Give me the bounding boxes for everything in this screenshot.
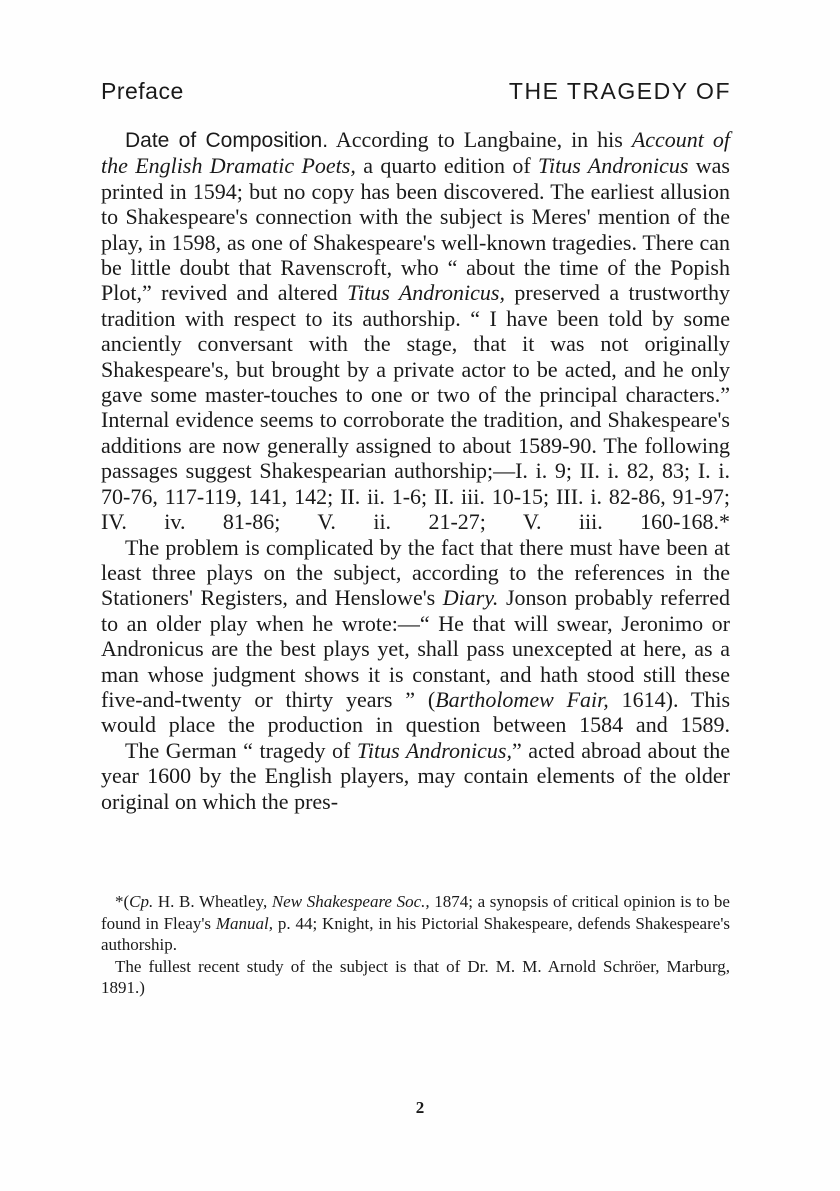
text-segment: According to Langbaine, in his — [328, 127, 632, 152]
main-text — [101, 127, 730, 814]
text-segment: The problem is complicated by the fact that there must have been at least three plays on the subject, according to the references in the Stationers' Registers, and Henslowe's — [101, 534, 730, 611]
text-segment: Jonson probably referred to an older play when he wrote:—“ He that will swear, Jeronimo or Andronicus are the best plays yet, shall pass unexcepted at here, as a man whose judgment shows it is constant, and hath stood still these five-and-twenty or thirty years ” ( — [101, 585, 730, 712]
text-segment: p. 44; Knight, in his Pictorial Shakespeare, defends Shakespeare's authorship. — [101, 913, 730, 955]
text-segment: 1874; a synopsis of critical opinion is to be found in Fleay's — [101, 892, 730, 933]
text-segment: a quarto edition of — [355, 153, 539, 179]
section-heading: Date of Composition. — [125, 129, 329, 152]
text-segment: preserved a trustworthy tradition with respect to its authorship. “ I have been told by some anciently conversant with the stage, that it was not originally Shakespeare's, but brought by a private actor to be acted, and he only gave some master-touches to one or two of the principal characters.” Internal evidence seems to corroborate the tradition, and Shakespeare's additions are now generally assigned to about 1589-90. The following passages suggest Shakespearian authorship;—I. i. 9; II. i. 82, 83; I. i. 70-76, 117-119, 141, 142; II. ii. 1-6; II. iii. 10-15; III. i. 82-86, 91-97; IV. iv. 81-86; V. ii. 21-27; V. iii. 160-168.* — [101, 280, 730, 535]
italic-title: Account of the English Dramatic Poets, — [101, 127, 730, 179]
text-segment: was printed in 1594; but no copy has been discovered. The earliest allusion to Shakespeare's connection with the subject is Meres' mention of the play, in 1598, as one of Shakespeare's well-known tragedies. There can be little doubt that Ravenscroft, who “ about the time of the Popish Plot,” revived and altered — [101, 153, 730, 306]
text-segment: The German “ tragedy of — [125, 737, 357, 763]
header-book-title: THE TRAGEDY OF — [508, 78, 731, 104]
footnote-schroer — [101, 956, 730, 999]
paragraph-german-tragedy — [101, 738, 730, 814]
italic-title: Titus Andronicus — [538, 153, 689, 179]
paragraph-date-of-composition — [101, 127, 730, 535]
page-number: 2 — [415, 1098, 425, 1117]
text-segment: 1614). This would place the production in question between 1584 and 1589. — [101, 686, 731, 738]
paragraph-problem — [101, 535, 730, 738]
running-header — [101, 78, 731, 110]
italic-title: New Shakespeare Soc., — [271, 892, 430, 911]
text-segment: The fullest recent study of the subject is that of Dr. M. M. Arnold Schröer, Marburg, 1891.) — [101, 956, 730, 998]
text-segment: H. B. Wheatley, — [153, 892, 272, 911]
italic-title: Manual, — [215, 913, 274, 933]
italic-title: Diary. — [442, 585, 499, 611]
italic-title: Titus Andronicus, — [347, 280, 505, 306]
italic-title: Bartholomew Fair, — [435, 686, 609, 712]
header-section-title: Preface — [101, 78, 184, 104]
italic-title: Cp. — [129, 892, 154, 911]
footnote-wheatley — [101, 891, 730, 956]
text-segment: ” acted abroad about the year 1600 by the English players, may contain elements of the older original on which the pres- — [101, 737, 730, 814]
footnotes — [101, 891, 730, 999]
italic-title: Titus Andronicus, — [356, 737, 512, 763]
text-segment: *( — [115, 892, 130, 911]
